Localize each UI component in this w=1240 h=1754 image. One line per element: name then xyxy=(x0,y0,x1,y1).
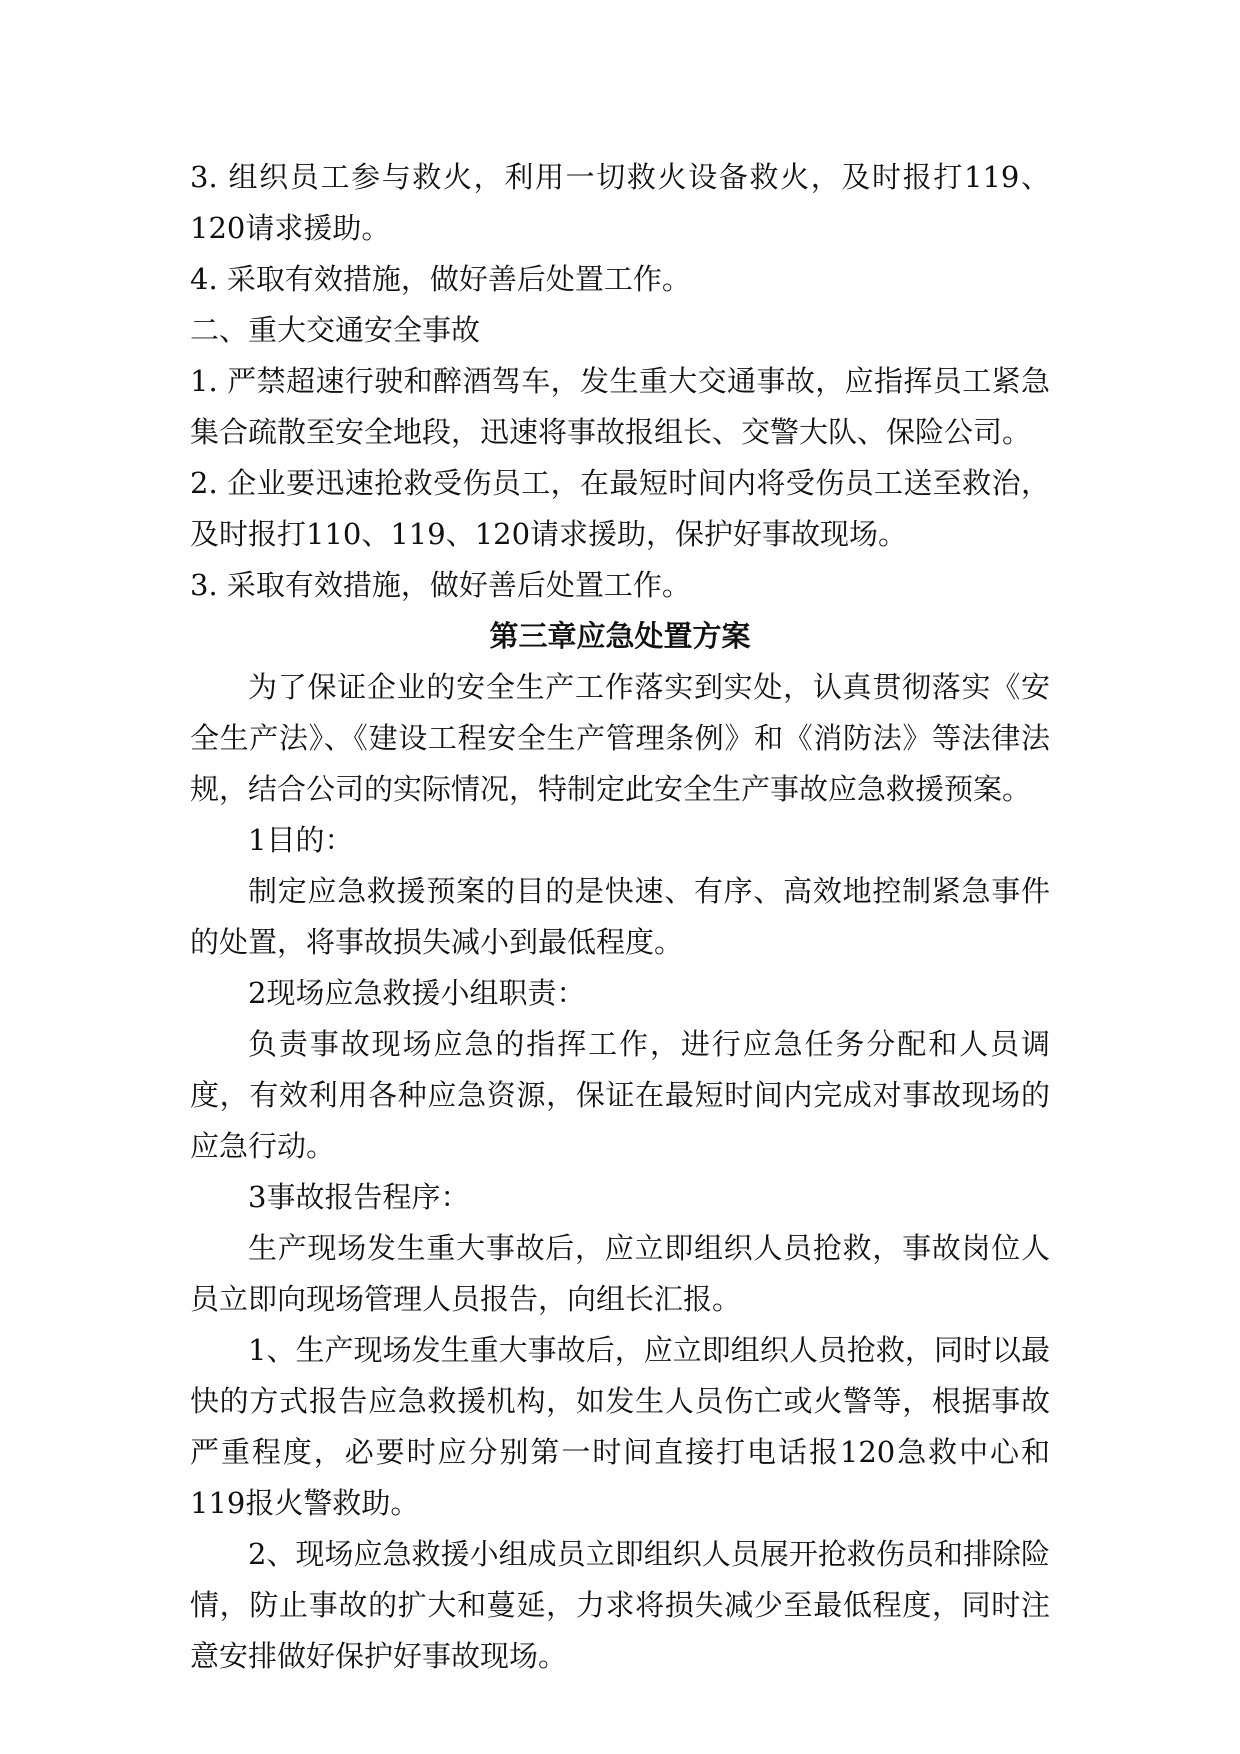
subheading-reporting: 3事故报告程序： xyxy=(248,1180,470,1214)
paragraph-traffic-step-3: 3. 采取有效措施，做好善后处置工作。 xyxy=(190,568,691,602)
paragraph-responsibilities: 负责事故现场应急的指挥工作，进行应急任务分配和人员调度，有效利用各种应急资源，保证在最短时间内完成对事故现场的应急行动。 xyxy=(190,1027,1050,1163)
chapter-title: 第三章应急处置方案 xyxy=(489,619,751,653)
paragraph-fire-step-4: 4. 采取有效措施，做好善后处置工作。 xyxy=(190,262,691,296)
paragraph-fire-step-3: 3. 组织员工参与救火，利用一切救火设备救火，及时报打119、120请求援助。 xyxy=(190,160,1050,245)
subheading-responsibilities: 2现场应急救援小组职责： xyxy=(248,976,586,1010)
paragraph-reporting: 生产现场发生重大事故后，应立即组织人员抢救，事故岗位人员立即向现场管理人员报告，向组长汇报。 xyxy=(190,1231,1050,1316)
paragraph-traffic-step-2: 2. 企业要迅速抢救受伤员工，在最短时间内将受伤员工送至救治，及时报打110、119、120请求援助，保护好事故现场。 xyxy=(190,466,1050,551)
paragraph-purpose: 制定应急救援预案的目的是快速、有序、高效地控制紧急事件的处置，将事故损失减小到最低程度。 xyxy=(190,874,1050,959)
section-heading-traffic: 二、重大交通安全事故 xyxy=(190,313,481,347)
document-page xyxy=(190,152,1050,1682)
paragraph-intro: 为了保证企业的安全生产工作落实到实处，认真贯彻落实《安全生产法》、《建设工程安全生产管理条例》和《消防法》等法律法规，结合公司的实际情况，特制定此安全生产事故应急救援预案。 xyxy=(190,670,1050,806)
paragraph-reporting-step-2: 2、现场应急救援小组成员立即组织人员展开抢救伤员和排除险情，防止事故的扩大和蔓延，力求将损失减少至最低程度，同时注意安排做好保护好事故现场。 xyxy=(190,1537,1050,1673)
subheading-purpose: 1目的： xyxy=(248,823,354,857)
paragraph-reporting-step-1: 1、生产现场发生重大事故后，应立即组织人员抢救，同时以最快的方式报告应急救援机构，如发生人员伤亡或火警等，根据事故严重程度，必要时应分别第一时间直接打电话报120急救中心和119报火警救助。 xyxy=(190,1333,1050,1520)
paragraph-traffic-step-1: 1. 严禁超速行驶和醉酒驾车，发生重大交通事故，应指挥员工紧急集合疏散至安全地段，迅速将事故报组长、交警大队、保险公司。 xyxy=(190,364,1050,449)
